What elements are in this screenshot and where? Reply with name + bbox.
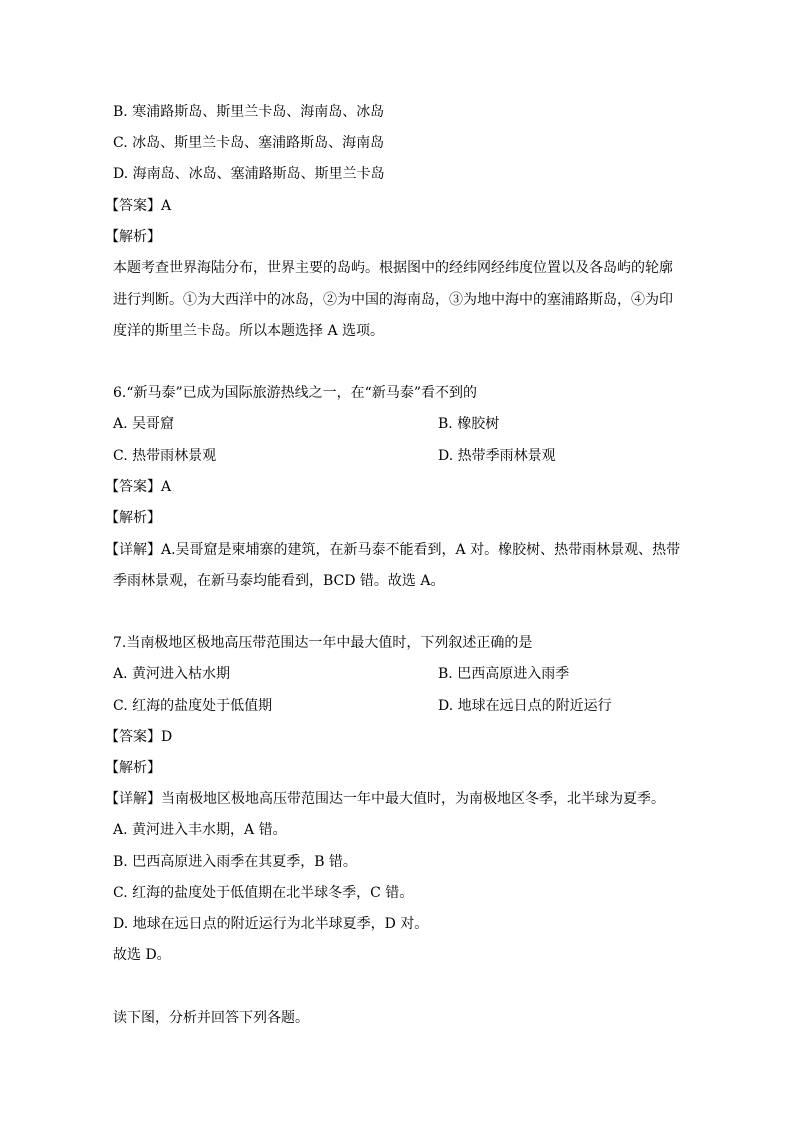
q7-detail-line-5: D. 地球在远日点的附近运行为北半球夏季，D 对。 (113, 916, 429, 932)
q7-detail-line-4: C. 红海的盐度处于低值期在北半球冬季，C 错。 (113, 885, 414, 901)
q7-detail-line-6: 故选 D。 (113, 947, 171, 963)
q7-answer: 【答案】D (105, 729, 173, 745)
q5-analysis-line-2: 进行判断。①为大西洋中的冰岛，②为中国的海南岛，③为地中海中的塞浦路斯岛，④为印 (113, 292, 673, 308)
q7-option-c: C. 红海的盐度处于低值期 (113, 698, 273, 714)
q5-option-d: D. 海南岛、冰岛、塞浦路斯岛、斯里兰卡岛 (113, 166, 385, 182)
q6-option-d: D. 热带季雨林景观 (438, 448, 556, 464)
q7-option-b: B. 巴西高原进入雨季 (438, 666, 570, 682)
q5-option-b: B. 寒浦路斯岛、斯里兰卡岛、海南岛、冰岛 (113, 104, 385, 120)
q5-option-c: C. 冰岛、斯里兰卡岛、塞浦路斯岛、海南岛 (113, 135, 385, 151)
q7-analysis-label: 【解析】 (105, 760, 161, 776)
q5-answer: 【答案】A (105, 198, 172, 214)
q7-option-a: A. 黄河进入枯水期 (113, 666, 231, 682)
q6-detail-line-2: 季雨林景观，在新马泰均能看到，BCD 错。故选 A。 (113, 573, 445, 589)
q6-option-c: C. 热带雨林景观 (113, 448, 217, 464)
q6-stem: 6.“新马泰”已成为国际旅游热线之一，在“新马泰”看不到的 (113, 385, 477, 401)
q7-detail-line-1: 【详解】当南极地区极地高压带范围达一年中最大值时，为南极地区冬季，北半球为夏季。 (105, 791, 665, 807)
q7-detail-line-2: A. 黄河进入丰水期，A 错。 (113, 822, 287, 838)
q5-analysis-line-3: 度洋的斯里兰卡岛。所以本题选择 A 选项。 (113, 323, 385, 339)
q6-analysis-label: 【解析】 (105, 510, 161, 526)
next-section-intro: 读下图，分析并回答下列各题。 (113, 1010, 309, 1026)
q5-analysis-line-1: 本题考查世界海陆分布，世界主要的岛屿。根据图中的经纬网经纬度位置以及各岛屿的轮廓 (113, 260, 673, 276)
q7-option-d: D. 地球在远日点的附近运行 (438, 698, 612, 714)
q6-option-a: A. 吴哥窟 (113, 416, 175, 432)
q6-option-b: B. 橡胶树 (438, 416, 500, 432)
q6-detail-line-1: 【详解】A.吴哥窟是柬埔寨的建筑，在新马泰不能看到，A 对。橡胶树、热带雨林景观、热带 (105, 542, 681, 558)
q6-answer: 【答案】A (105, 479, 172, 495)
q5-analysis-label: 【解析】 (105, 229, 161, 245)
q7-detail-line-3: B. 巴西高原进入雨季在其夏季，B 错。 (113, 854, 357, 870)
q7-stem: 7.当南极地区极地高压带范围达一年中最大值时，下列叙述正确的是 (113, 635, 533, 651)
